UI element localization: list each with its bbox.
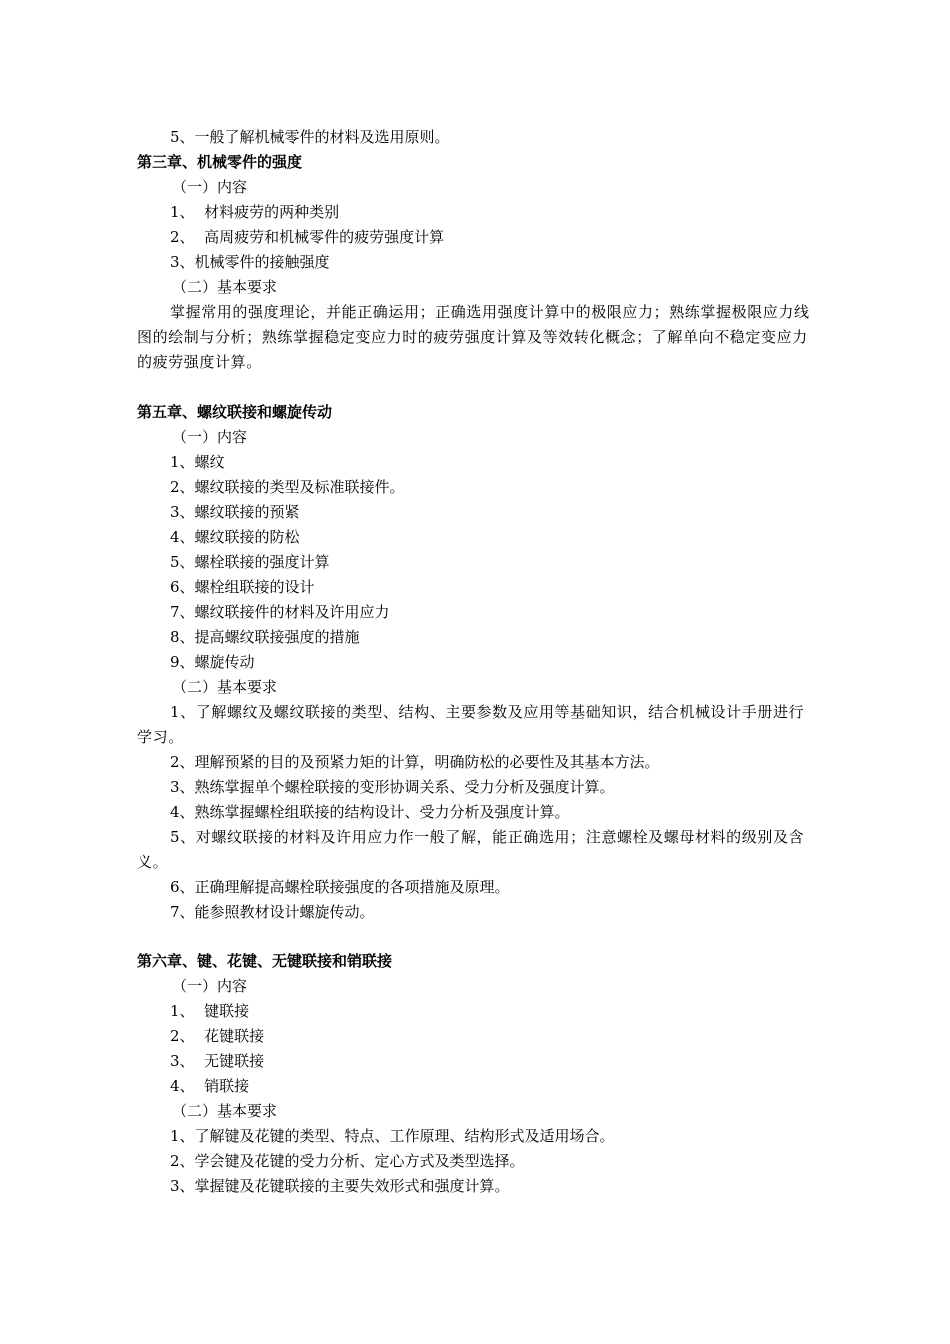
chapter6-content-heading: （一）内容 (172, 977, 248, 995)
chapter3-item: 1、 材料疲劳的两种类别 (170, 203, 340, 221)
chapter3-item: 2、 高周疲劳和机械零件的疲劳强度计算 (170, 228, 445, 246)
chapter3-content-heading: （一）内容 (172, 178, 248, 196)
chapter5-requirements-heading: （二）基本要求 (172, 678, 278, 696)
chapter5-requirement: 7、能参照教材设计螺旋传动。 (170, 903, 375, 921)
chapter5-item: 7、螺纹联接件的材料及许用应力 (170, 603, 390, 621)
chapter5-item: 6、螺栓组联接的设计 (170, 578, 315, 596)
chapter5-item: 8、提高螺纹联接强度的措施 (170, 628, 360, 646)
chapter2-item-5: 5、一般了解机械零件的材料及选用原则。 (170, 128, 450, 146)
chapter3-title: 第三章、机械零件的强度 (137, 153, 303, 171)
chapter5-requirement: 2、理解预紧的目的及预紧力矩的计算，明确防松的必要性及其基本方法。 (170, 753, 660, 771)
chapter5-requirement: 6、正确理解提高螺栓联接强度的各项措施及原理。 (170, 878, 510, 896)
chapter5-requirement: 3、熟练掌握单个螺栓联接的变形协调关系、受力分析及强度计算。 (170, 778, 615, 796)
chapter6-title: 第六章、键、花键、无键联接和销联接 (137, 952, 393, 970)
chapter6-item: 2、 花键联接 (170, 1027, 265, 1045)
chapter5-item: 5、螺栓联接的强度计算 (170, 553, 330, 571)
chapter6-requirement: 3、掌握键及花键联接的主要失效形式和强度计算。 (170, 1177, 510, 1195)
chapter6-requirements-heading: （二）基本要求 (172, 1102, 278, 1120)
chapter3-requirements-paragraph: 掌握常用的强度理论，并能正确运用；正确选用强度计算中的极限应力；熟练掌握极限应力线图的绘制与分析；熟练掌握稳定变应力时的疲劳强度计算及等效转化概念；了解单向不稳定变应力的疲劳强度计算。 (137, 303, 810, 371)
chapter3-item: 3、机械零件的接触强度 (170, 253, 330, 271)
chapter5-content-heading: （一）内容 (172, 428, 248, 446)
chapter3-requirements-heading: （二）基本要求 (172, 278, 278, 296)
chapter5-item: 9、螺旋传动 (170, 653, 255, 671)
chapter5-requirement: 5、对螺纹联接的材料及许用应力作一般了解，能正确选用；注意螺栓及螺母材料的级别及含义。 (137, 828, 805, 871)
chapter6-requirement: 2、学会键及花键的受力分析、定心方式及类型选择。 (170, 1152, 525, 1170)
chapter6-item: 1、 键联接 (170, 1002, 250, 1020)
chapter5-requirement: 4、熟练掌握螺栓组联接的结构设计、受力分析及强度计算。 (170, 803, 570, 821)
chapter6-item: 3、 无键联接 (170, 1052, 265, 1070)
chapter5-item: 4、螺纹联接的防松 (170, 528, 300, 546)
chapter6-requirement: 1、了解键及花键的类型、特点、工作原理、结构形式及适用场合。 (170, 1127, 615, 1145)
chapter5-item: 3、螺纹联接的预紧 (170, 503, 300, 521)
chapter6-item: 4、 销联接 (170, 1077, 250, 1095)
chapter5-item: 1、螺纹 (170, 453, 225, 471)
chapter5-title: 第五章、螺纹联接和螺旋传动 (137, 403, 333, 421)
chapter5-requirement: 1、了解螺纹及螺纹联接的类型、结构、主要参数及应用等基础知识，结合机械设计手册进行学习。 (137, 703, 805, 746)
chapter5-item: 2、螺纹联接的类型及标准联接件。 (170, 478, 405, 496)
